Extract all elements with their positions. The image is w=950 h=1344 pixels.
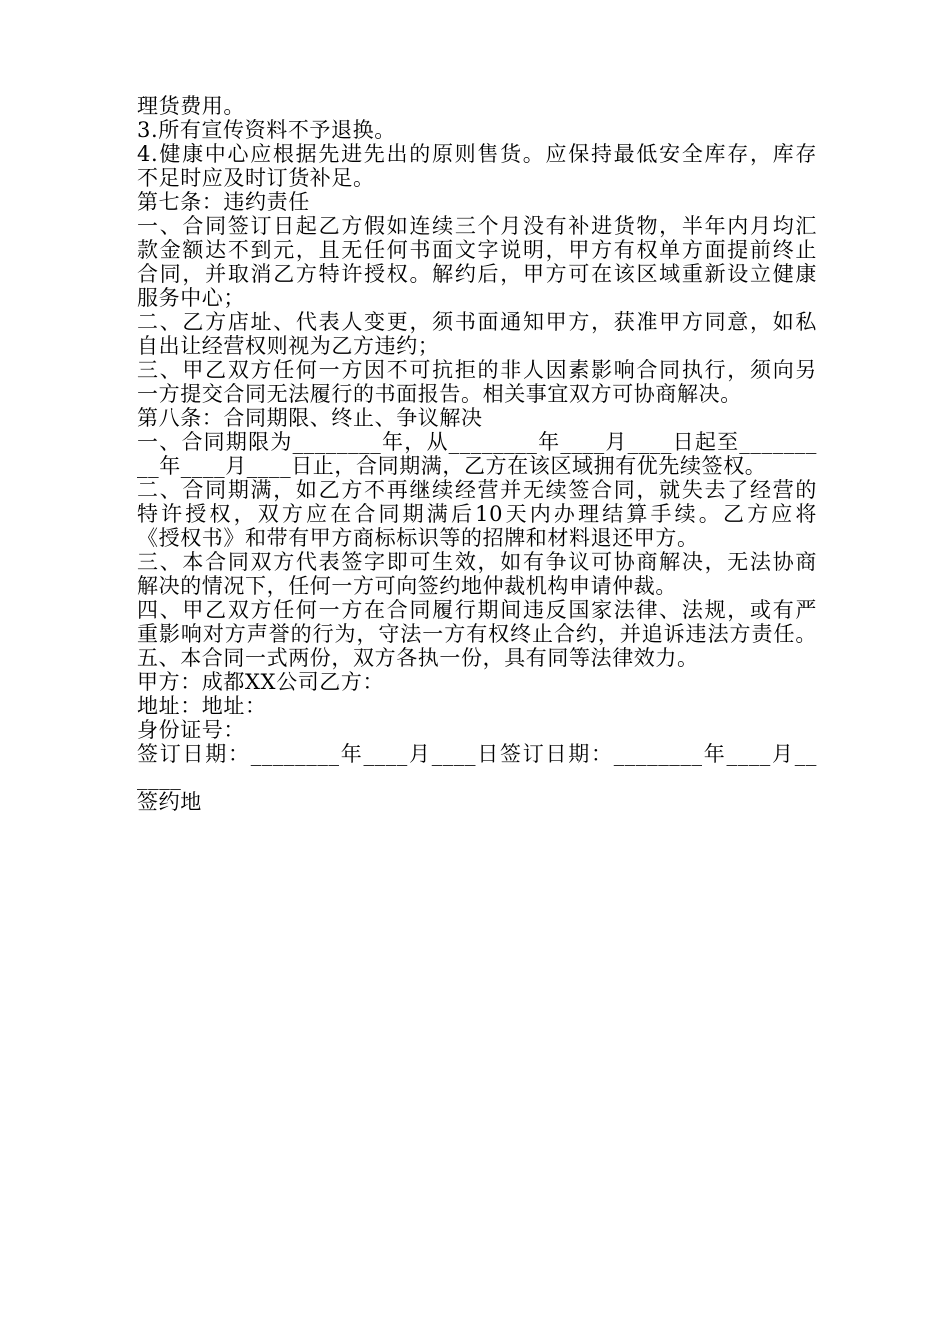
text-line: 服务中心；	[137, 286, 245, 310]
text-line: 一方提交合同无法履行的书面报告。相关事宜双方可协商解决。	[137, 382, 742, 406]
text-line: 4.健康中心应根据先进先出的原则售货。应保持最低安全库存，库存	[137, 142, 817, 166]
text-line: 理货费用。	[137, 94, 245, 118]
text-line: ____	[137, 766, 182, 790]
text-line: 二、合同期满，如乙方不再继续经营并无续签合同，就失去了经营的	[137, 478, 817, 502]
text-line: 合同，并取消乙方特许授权。解约后，甲方可在该区域重新设立健康	[137, 262, 817, 286]
text-line: 一、合同期限为________年，从________年____月____日起至_______	[137, 430, 817, 454]
text-line: __年____月____日止，合同期满，乙方在该区域拥有优先续签权。	[137, 454, 767, 478]
text-line: 自出让经营权则视为乙方违约；	[137, 334, 440, 358]
section-heading: 第八条：合同期限、终止、争议解决	[137, 406, 483, 430]
id-number-line: 身份证号：	[137, 718, 245, 742]
text-line: 二、乙方店址、代表人变更，须书面通知甲方，获准甲方同意，如私	[137, 310, 817, 334]
text-line: 三、甲乙双方任何一方因不可抗拒的非人因素影响合同执行，须向另	[137, 358, 817, 382]
text-line: 款金额达不到元，且无任何书面文字说明，甲方有权单方面提前终止	[137, 238, 817, 262]
text-line: 《授权书》和带有甲方商标标识等的招牌和材料退还甲方。	[137, 526, 699, 550]
text-line: 不足时应及时订货补足。	[137, 166, 375, 190]
signing-date-line: 签订日期：________年____月____日签订日期：________年____月__	[137, 742, 817, 766]
signing-place-line: 签约地	[137, 790, 202, 814]
text-line: 五、本合同一式两份，双方各执一份，具有同等法律效力。	[137, 646, 699, 670]
text-line: 一、合同签订日起乙方假如连续三个月没有补进货物，半年内月均汇	[137, 214, 817, 238]
party-a-line: 甲方：成都XX公司乙方：	[137, 670, 385, 694]
text-line: 四、甲乙双方任何一方在合同履行期间违反国家法律、法规，或有严	[137, 598, 817, 622]
text-line: 三、本合同双方代表签字即可生效，如有争议可协商解决，无法协商	[137, 550, 817, 574]
document-body	[137, 94, 817, 814]
text-line: 重影响对方声誉的行为，守法一方有权终止合约，并追诉违法方责任。	[137, 622, 817, 646]
text-line: 解决的情况下，任何一方可向签约地仲裁机构申请仲裁。	[137, 574, 677, 598]
address-line: 地址：地址：	[137, 694, 267, 718]
text-line: 特许授权，双方应在合同期满后10天内办理结算手续。乙方应将	[137, 502, 817, 526]
text-line: 3.所有宣传资料不予退换。	[137, 118, 396, 142]
section-heading: 第七条：违约责任	[137, 190, 310, 214]
